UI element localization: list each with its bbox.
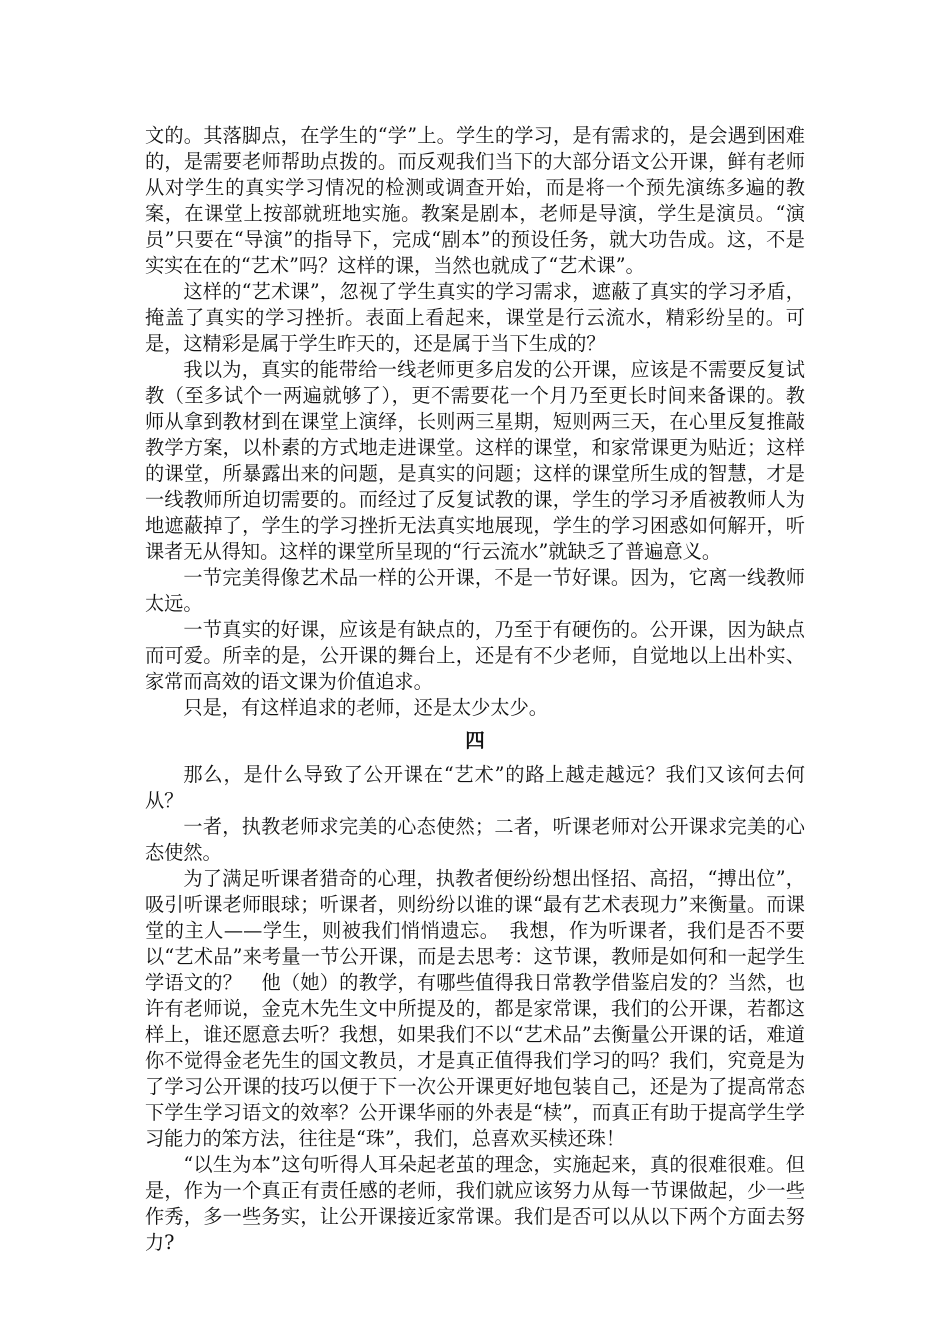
paragraph: 只是，有这样追求的老师，还是太少太少。 — [183, 696, 548, 719]
paragraph: “以生为本”这句听得人耳朵起老茧的理念，实施起来，真的很难很难。但是，作为一个真正有责任感的老师，我们就应该努力从每一节课做起，少一些作秀，多一些务实，让公开课接近家常课。我们是否可以从以下两个方面去努力? — [145, 1153, 805, 1254]
paragraph: 那么，是什么导致了公开课在“艺术”的路上越走越远？我们又该何去何从？ — [145, 763, 805, 812]
paragraph: 这样的“艺术课”，忽视了学生真实的学习需求，遮蔽了真实的学习矛盾，掩盖了真实的学习挫折。表面上看起来，课堂是行云流水，精彩纷呈的。可是，这精彩是属于学生昨天的，还是属于当下生成的？ — [145, 280, 805, 355]
section-heading: 四 — [465, 729, 485, 752]
document-body — [145, 123, 805, 1256]
paragraph: 一者，执教老师求完美的心态使然；二者，听课老师对公开课求完美的心态使然。 — [145, 815, 805, 864]
paragraph: 一节完美得像艺术品一样的公开课，不是一节好课。因为，它离一线教师太远。 — [145, 566, 805, 615]
paragraph: 一节真实的好课，应该是有缺点的，乃至于有硬伤的。公开课，因为缺点而可爱。所幸的是，公开课的舞台上，还是有不少老师，自觉地以上出朴实、家常而高效的语文课为价值追求。 — [145, 618, 805, 693]
paragraph: 为了满足听课者猎奇的心理，执教者便纷纷想出怪招、高招，“搏出位”，吸引听课老师眼球；听课者，则纷纷以谁的课“最有艺术表现力”来衡量。而课堂的主人——学生，则被我们悄悄遗忘。 我想，作为听课者，我们是否不要以“艺术品”来考量一节公开课，而是去思考：这节课，教师是如何和一起学生学语文的？ 他（她）的教学，有哪些值得我日常教学借鉴启发的？当然，也许有老师说，金克木先生文中所提及的，都是家常课，我们的公开课，若都这样上，谁还愿意去听？我想，如果我们不以“艺术品”去衡量公开课的话，难道你不觉得金老先生的国文教员，才是真正值得我们学习的吗？我们，究竟是为了学习公开课的技巧以便于下一次公开课更好地包装自己，还是为了提高常态下学生学习语文的效率？公开课华丽的外表是“椟”，而真正有助于提高学生学习能力的笨方法，往往是“珠”，我们，总喜欢买椟还珠！ — [145, 867, 805, 1150]
paragraph: 我以为，真实的能带给一线老师更多启发的公开课，应该是不需要反复试教（至多试个一两遍就够了），更不需要花一个月乃至更长时间来备课的。教师从拿到教材到在课堂上演绎，长则两三星期，短则两三天，在心里反复推敲教学方案，以朴素的方式地走进课堂。这样的课堂，和家常课更为贴近；这样的课堂，所暴露出来的问题，是真实的问题；这样的课堂所生成的智慧，才是一线教师所迫切需要的。而经过了反复试教的课，学生的学习矛盾被教师人为地遮蔽掉了，学生的学习挫折无法真实地展现，学生的学习困惑如何解开，听课者无从得知。这样的课堂所呈现的“行云流水”就缺乏了普遍意义。 — [145, 358, 805, 563]
paragraph-continuation: 文的。其落脚点，在学生的“学”上。学生的学习，是有需求的，是会遇到困难的，是需要老师帮助点拨的。而反观我们当下的大部分语文公开课，鲜有老师从对学生的真实学习情况的检测或调查开始，而是将一个预先演练多遍的教案，在课堂上按部就班地实施。教案是剧本，老师是导演，学生是演员。“演员”只要在“导演”的指导下，完成“剧本”的预设任务，就大功告成。这，不是实实在在的“艺术”吗？这样的课，当然也就成了“艺术课”。 — [145, 124, 805, 277]
